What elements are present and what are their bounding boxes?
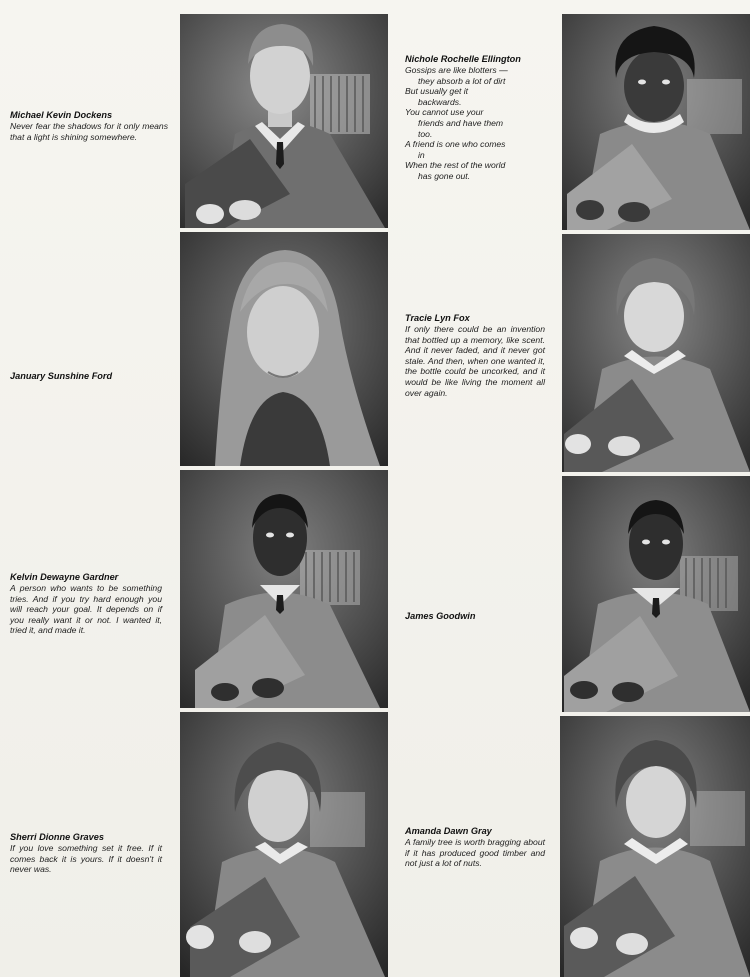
student-quote: If only there could be an invention that bottled up a memory, like scent. And it never faded, and it never got stale. And then, when one wanted it, the bottle could be uncorked, and it would be like living the moment all over again.: [405, 324, 545, 398]
student-name: Michael Kevin Dockens: [10, 110, 113, 120]
caption-michael-dockens: [10, 110, 168, 142]
caption-sherri-graves: [10, 832, 162, 875]
quote-line: But usually get it: [405, 86, 469, 97]
portrait-photo-amanda-gray: [560, 716, 750, 977]
student-name: James Goodwin: [405, 611, 476, 621]
quote-line: too.: [418, 128, 433, 139]
portrait-photo-january-ford: [180, 232, 388, 466]
caption-kelvin-gardner: [10, 572, 162, 636]
portrait-photo-sherri-graves: [180, 712, 388, 977]
student-name: January Sunshine Ford: [10, 371, 113, 381]
portrait-photo-kelvin-gardner: [180, 470, 388, 708]
quote-line: they absorb a lot of dirt: [418, 75, 506, 86]
student-quote: A family tree is worth bragging about if it has produced good timber and not just a lot of nuts.: [405, 837, 545, 869]
student-name: Sherri Dionne Graves: [10, 832, 104, 842]
quote-line: Gossips are like blotters —: [405, 65, 508, 75]
caption-nichole-ellington: [405, 54, 550, 182]
quote-line: When the rest of the world: [405, 160, 506, 171]
caption-amanda-gray: [405, 826, 545, 869]
caption-james-goodwin: [405, 611, 545, 622]
student-name: Kelvin Dewayne Gardner: [10, 572, 119, 582]
student-quote: Never fear the shadows for it only means that a light is shining somewhere.: [10, 121, 168, 142]
portrait-photo-michael-dockens: [180, 14, 388, 228]
portrait-photo-tracie-fox: [562, 234, 750, 472]
quote-line: You cannot use your: [405, 107, 484, 118]
portrait-photo-nichole-ellington: [562, 14, 750, 230]
student-name: Nichole Rochelle Ellington: [405, 54, 521, 64]
student-name: Amanda Dawn Gray: [405, 826, 492, 836]
student-name: Tracie Lyn Fox: [405, 313, 470, 323]
quote-line: friends and have them: [418, 117, 504, 128]
caption-january-ford: [10, 371, 170, 382]
quote-line: backwards.: [418, 96, 462, 107]
quote-line: has gone out.: [418, 170, 471, 181]
caption-tracie-fox: [405, 313, 545, 398]
portrait-photo-james-goodwin: [562, 476, 750, 712]
student-quote: If you love something set it free. If it comes back it is yours. If it doesn't it never was.: [10, 843, 162, 875]
quote-line: in: [418, 149, 425, 160]
student-quote: A person who wants to be something tries. And if you try hard enough you will reach your goal. It depends on if you really want it or not. I wanted it, tried it, and made it.: [10, 583, 162, 636]
quote-line: A friend is one who comes: [405, 139, 506, 150]
